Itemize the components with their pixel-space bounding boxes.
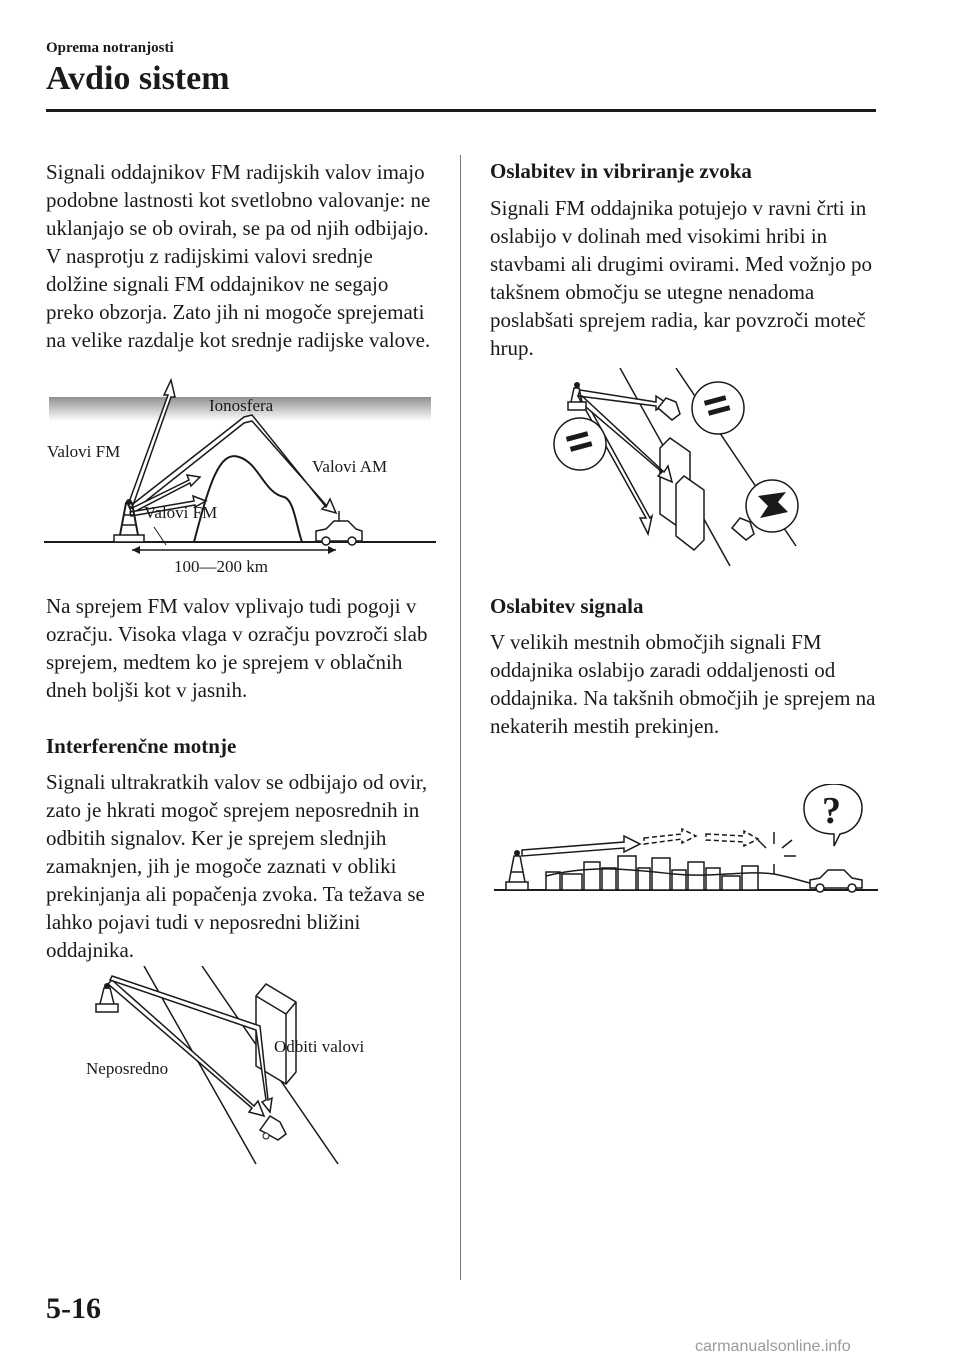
direct-label: Neposredno [86, 1059, 169, 1078]
fm-waves-label-upper: Valovi FM [47, 442, 121, 461]
ionosphere-label: Ionosfera [209, 396, 274, 415]
signal-arrow-dashed-2 [706, 831, 758, 846]
flutter-paragraph: Signali FM oddajnika potujejo v ravni črti in oslabijo v dolinah med visokimi hribi in stavbami ali drugimi ovirami. Med vožnjo po takšnem območju se utegne nenadoma poslabšati sprejem radia, kar povzroči moteč hrup. [490, 196, 873, 360]
distance-label: 100—200 km [174, 557, 268, 576]
question-mark-icon: ? [822, 790, 841, 832]
atmosphere-paragraph: Na sprejem FM valov vplivajo tudi pogoji v ozračju. Visoka vlaga v ozračju povzroči slab sprejem, medtem ko je sprejem v oblačnih dneh boljši kot v jasnih. [46, 594, 428, 702]
city-skyline [546, 856, 758, 890]
page-number: 5-16 [46, 1292, 101, 1325]
mountain [194, 456, 302, 542]
multipath-figure [84, 966, 384, 1166]
fade-paragraph: V velikih mestnih območjih signali FM oddajnika oslabijo zaradi oddaljenosti od oddajnika. Na takšnih območjih je sprejem na nekaterih mestih prekinjen. [490, 630, 876, 738]
signal-burst [758, 832, 796, 874]
car-icon [260, 1116, 286, 1140]
section-label: Oprema notranjosti [46, 40, 174, 56]
title-rule [46, 109, 876, 112]
signal-arrow-dashed-1 [644, 829, 696, 844]
intro-paragraph: Signali oddajnikov FM radijskih valov imajo podobne lastnosti kot svetlobno valovanje: ne uklanjajo se ob ovirah, se pa od njih odbijajo. V nasprotju z radijskimi valovi srednje dolžine signali FM oddajnikov ne segajo preko obzorja. Zato jih ni mogoče sprejemati na velike razdalje kot srednje radijske valove. [46, 160, 431, 352]
car-icon [810, 870, 862, 892]
propagation-figure [44, 375, 436, 580]
signal-arrow-solid [522, 836, 640, 856]
flutter-figure [548, 368, 812, 566]
page-title: Avdio sistem [46, 60, 230, 97]
reflected-wave-arrow [110, 976, 272, 1112]
fm-waves-label-lower: Valovi FM [144, 503, 218, 522]
watermark: carmanualsonline.info [695, 1338, 851, 1355]
interference-paragraph: Signali ultrakratkih valov se odbijajo od ovir, zato je hkrati mogoč sprejem neposrednih in odbitih signalov. Ker je sprejem slednjih zamaknjen, jih je mogoče zaznati v obliki prekinjanja ali popačenja zvoka. Ta težava se lahko pojavi tudi v neposredni bližini oddajnika. [46, 770, 428, 962]
fade-heading: Oslabitev signala [490, 594, 644, 618]
column-divider [460, 155, 461, 1280]
am-waves-label: Valovi AM [312, 457, 388, 476]
noise-bubble-left [554, 418, 606, 470]
noise-bubble-top [692, 382, 744, 434]
car-icon [316, 511, 362, 545]
flutter-heading: Oslabitev in vibriranje zvoka [490, 159, 752, 183]
building-icon [660, 438, 704, 550]
reflected-label: Odbiti valovi [274, 1037, 365, 1056]
interference-heading: Interferenčne motnje [46, 734, 237, 758]
fade-figure [494, 784, 878, 896]
